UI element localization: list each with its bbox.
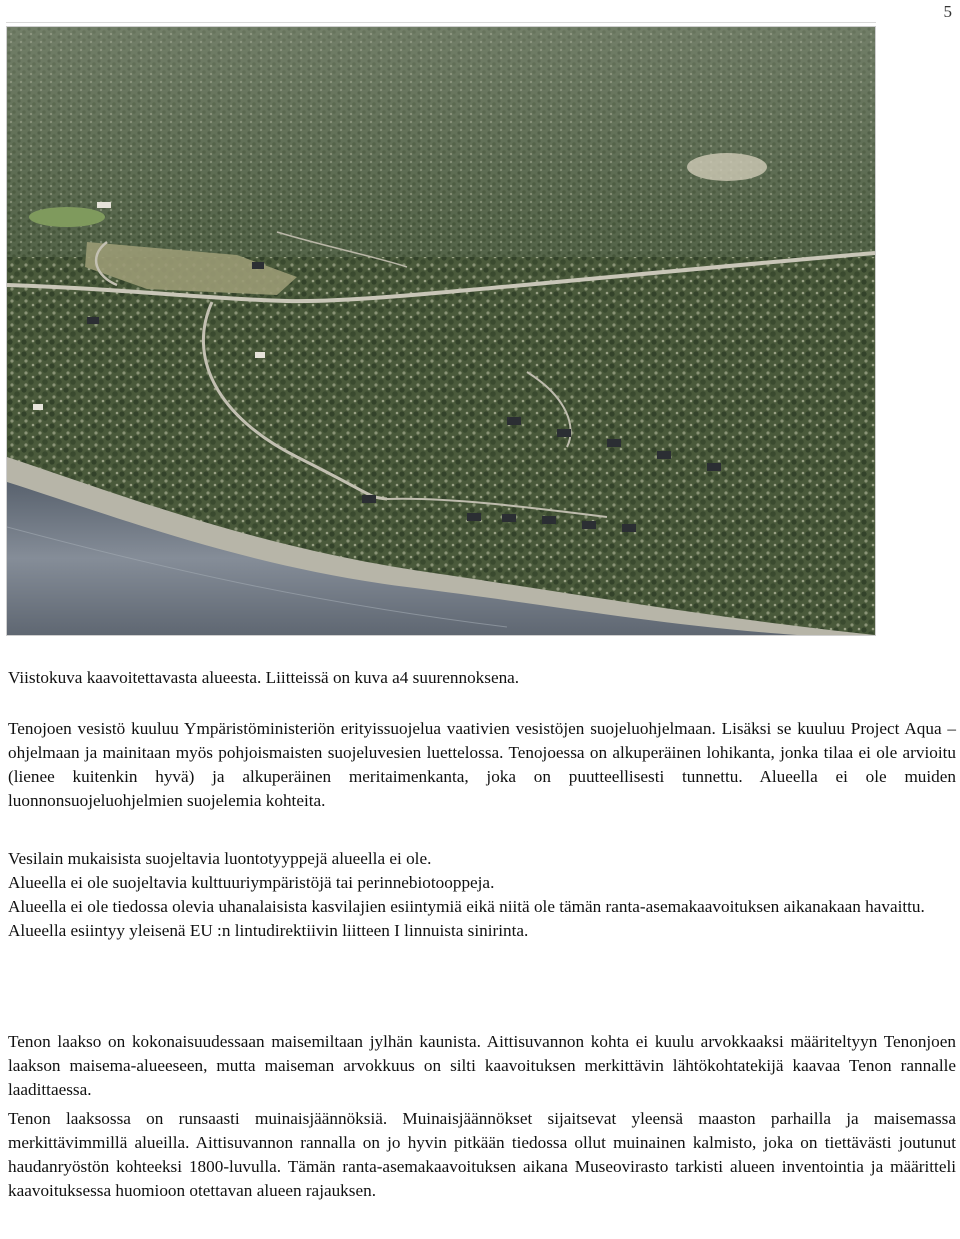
paragraph-line: Alueella ei ole tiedossa olevia uhanalaisista kasvilajien esiintymiä eikä niitä ole tämän ranta-asemakaavoituksen aikanakaan havaittu. (8, 897, 925, 916)
aerial-photo (6, 26, 876, 636)
paragraph-nature-values (8, 847, 956, 943)
paragraph-line: Alueella esiintyy yleisenä EU :n lintudirektiivin liitteen I linnuista sinirinta. (8, 921, 529, 940)
page-number: 5 (943, 2, 952, 21)
paragraph-line: Alueella ei ole suojeltavia kulttuuriympäristöjä tai perinnebiotooppeja. (8, 873, 495, 892)
figure-caption: Viistokuva kaavoitettavasta alueesta. Liitteissä on kuva a4 suurennoksena. (8, 668, 520, 687)
header-rule (6, 22, 876, 23)
aerial-landscape-illustration (7, 27, 875, 635)
paragraph-line: Vesilain mukaisista suojeltavia luontotyyppejä alueella ei ole. (8, 849, 432, 868)
sand-clearing (687, 153, 767, 181)
paragraph-water-protection: Tenojoen vesistö kuuluu Ympäristöministeriön erityissuojelua vaativien vesistöjen suojeluohjelmaan. Lisäksi se kuuluu Project Aqua –ohjelmaan ja mainitaan myös pohjoismaisten suojeluvesien luettelossa. Tenojoessa on alkuperäinen lohikanta, jonka tilaa ei ole arvioitu (lienee kuitenkin hyvä) ja alkuperäinen meritaimenkanta, joka on puutteellisesti tunnettu. Alueella ei ole muiden luonnonsuojeluohjelmien suojelemia kohteita. (8, 719, 956, 810)
paragraph-landscape: Tenon laakso on kokonaisuudessaan maisemiltaan jylhän kaunista. Aittisuvannon kohta ei kuulu arvokkaaksi määriteltyyn Tenonjoen laakson maisema-alueeseen, mutta maiseman arvokkuus on silti kaavoituksen merkittävin lähtökohtatekijä kaavaa Tenon rannalle laadittaessa. (8, 1032, 956, 1099)
green-field (29, 207, 105, 227)
paragraph-antiquities: Tenon laaksossa on runsaasti muinaisjäännöksiä. Muinaisjäännökset sijaitsevat yleensä maaston parhailla ja maisemassa merkittävimmillä alueilla. Aittisuvannon rannalla on jo hyvin pitkään tiedossa ollut muinainen kalmisto, joka on tiettävästi joutunut haudanryöstön kohteeksi 1800-luvulla. Tämän ranta-asemakaavoituksen aikana Museovirasto tarkisti alueen inventointia ja määritteli kaavoituksessa huomioon otettavan alueen rajauksen. (8, 1109, 956, 1200)
